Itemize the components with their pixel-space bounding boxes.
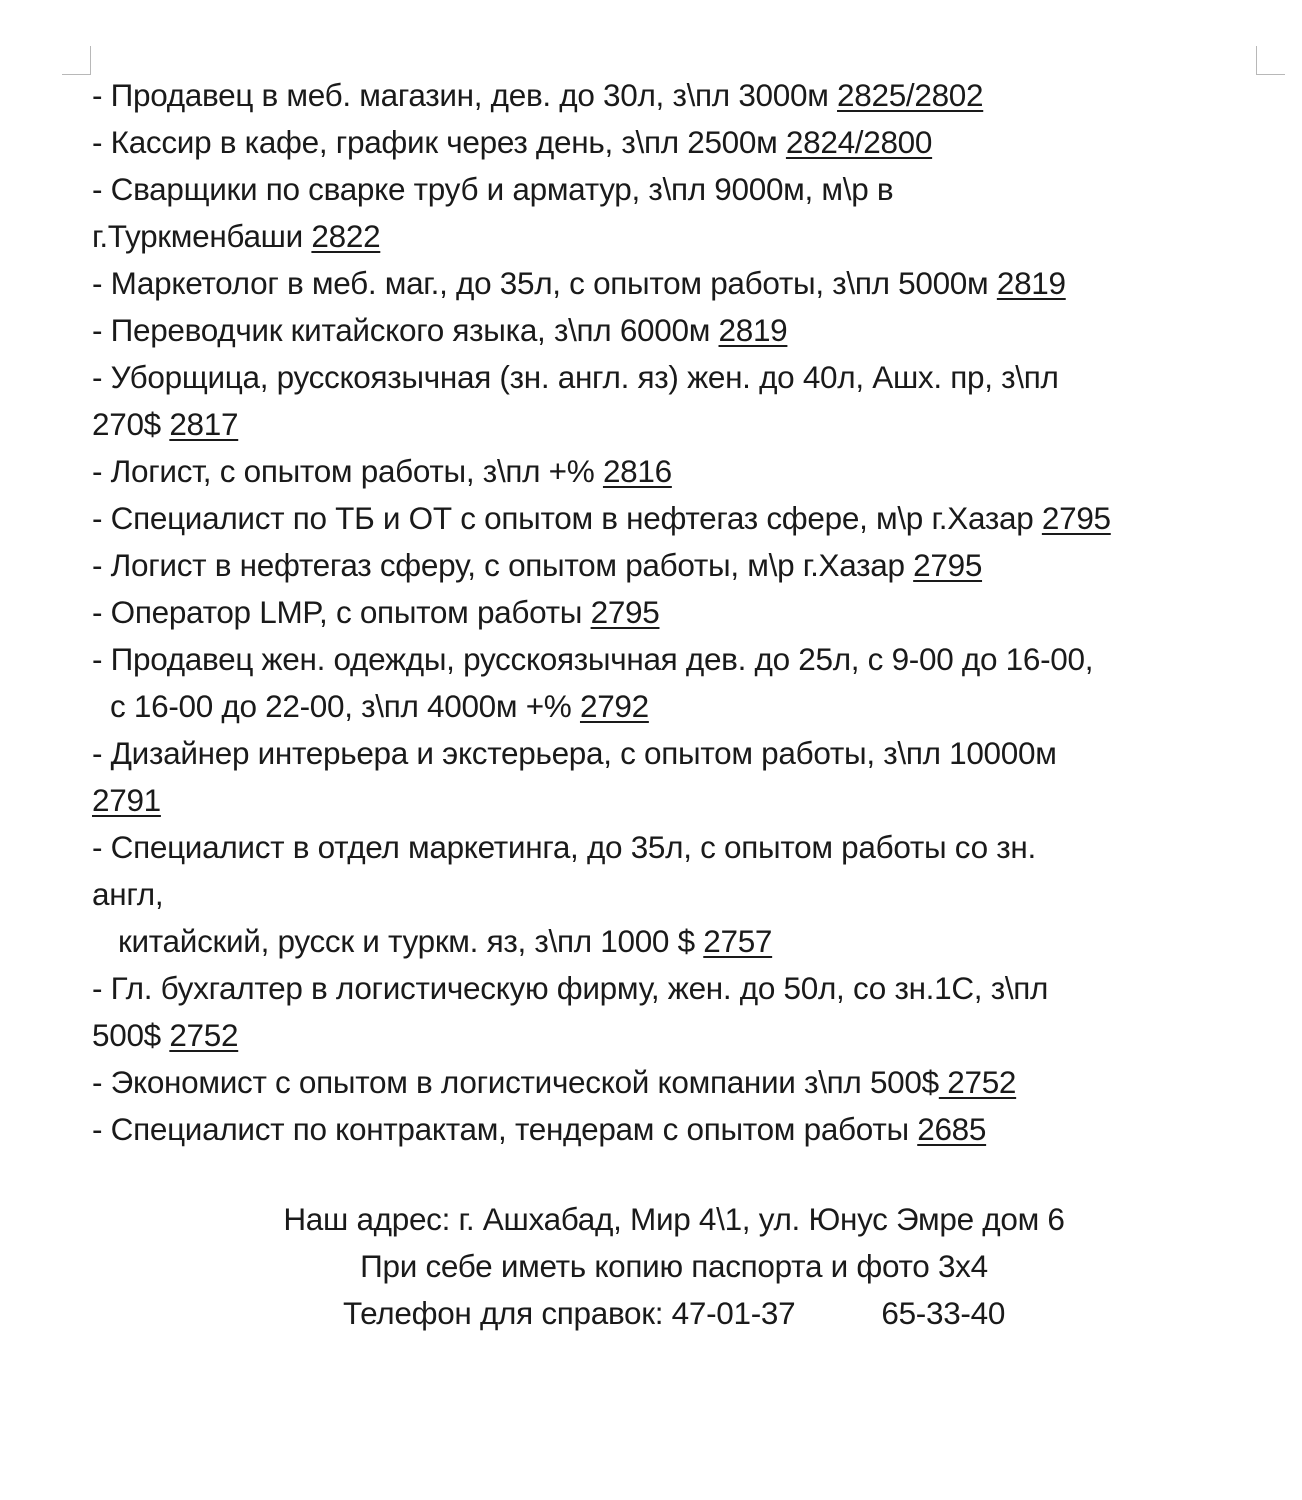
job-listing-ref: 2822 [311, 218, 381, 254]
job-listing-text: - Логист, с опытом работы, з\пл +% [92, 453, 603, 489]
job-listing-text-continued-2: китайский, русск и туркм. яз, з\пл 1000 $ [118, 923, 704, 959]
job-listing-ref: 2795 [913, 547, 983, 583]
address-line: Наш адрес: г. Ашхабад, Мир 4\1, ул. Юнус Эмре дом 6 [283, 1201, 1065, 1237]
job-listing [92, 307, 1267, 354]
phone-second: 65-33-40 [881, 1295, 1006, 1331]
job-listing-ref: 2824/2800 [785, 124, 933, 160]
job-listing [92, 448, 1267, 495]
job-listing [92, 1059, 1267, 1106]
job-listing-text: - Кассир в кафе, график через день, з\пл 2500м [92, 124, 786, 160]
documents-note: При себе иметь копию паспорта и фото 3х4 [360, 1248, 988, 1284]
job-listing [92, 260, 1267, 307]
job-listing [92, 495, 1267, 542]
job-listing [92, 72, 1267, 119]
contact-footer [92, 1196, 1256, 1337]
job-listing-text-continued: 270$ [92, 406, 170, 442]
job-listing [92, 1106, 1267, 1153]
job-listing-text: - Логист в нефтегаз сферу, с опытом работы, м\р г.Хазар [92, 547, 914, 583]
job-listing-ref: 2757 [703, 923, 773, 959]
job-listing-text: - Специалист в отдел маркетинга, до 35л, с опытом работы со зн. [92, 829, 1036, 865]
job-listing-ref: 2752 [169, 1017, 239, 1053]
job-listing-ref: 2795 [590, 594, 660, 630]
job-listing-ref: 2819 [996, 265, 1066, 301]
job-listing-ref: 2816 [602, 453, 672, 489]
job-listing-text-continued: г.Туркменбаши [92, 218, 312, 254]
phone-label: Телефон для справок: 47-01-37 [342, 1295, 796, 1331]
job-listing-text: - Сварщики по сварке труб и арматур, з\пл 9000м, м\р в [92, 171, 894, 207]
job-listing-text: - Маркетолог в меб. маг., до 35л, с опытом работы, з\пл 5000м [92, 265, 997, 301]
job-listing-text: - Специалист по ТБ и ОТ с опытом в нефтегаз сфере, м\р г.Хазар [92, 500, 1042, 536]
job-listing [92, 824, 1267, 965]
job-listing-text: - Уборщица, русскоязычная (зн. англ. яз) жен. до 40л, Ашх. пр, з\пл [92, 359, 1059, 395]
job-listing [92, 730, 1267, 824]
job-listing-text: - Продавец в меб. магазин, дев. до 30л, з\пл 3000м [92, 77, 838, 113]
job-listing-text-continued: англ, [92, 876, 164, 912]
job-listing-ref: 2791 [92, 782, 161, 818]
job-listing-ref: 2685 [917, 1111, 987, 1147]
job-listing-text: - Продавец жен. одежды, русскоязычная дев. до 25л, с 9-00 до 16-00, [92, 641, 1094, 677]
job-listing-text: - Специалист по контрактам, тендерам с опытом работы [92, 1111, 918, 1147]
job-listing-text: - Гл. бухгалтер в логистическую фирму, жен. до 50л, со зн.1С, з\пл [92, 970, 1049, 1006]
job-listing-text: - Экономист с опытом в логистической компании з\пл 500$ [92, 1064, 939, 1100]
job-listing-text-continued: с 16-00 до 22-00, з\пл 4000м +% [110, 688, 580, 724]
job-listing-ref: 2825/2802 [837, 77, 984, 113]
job-listing-ref: 2752 [938, 1064, 1017, 1100]
page-margin-marker-top-left [62, 46, 91, 75]
job-listing-text: - Оператор LMP, с опытом работы [92, 594, 591, 630]
job-listing [92, 354, 1267, 448]
job-listing-text: - Переводчик китайского языка, з\пл 6000м [92, 312, 719, 348]
job-listing-ref: 2819 [718, 312, 788, 348]
job-listing-text: - Дизайнер интерьера и экстерьера, с опытом работы, з\пл 10000м [92, 735, 1057, 771]
job-listing [92, 166, 1267, 260]
job-listing [92, 589, 1267, 636]
phone-line [92, 1290, 1256, 1337]
job-listing-ref: 2792 [579, 688, 649, 724]
job-listing [92, 636, 1267, 730]
job-listing-text-continued: 500$ [92, 1017, 170, 1053]
job-listing-ref: 2795 [1041, 500, 1111, 536]
job-listing [92, 119, 1267, 166]
job-listing [92, 542, 1267, 589]
job-listings [92, 72, 1267, 1153]
job-listing-ref: 2817 [169, 406, 239, 442]
job-listing [92, 965, 1267, 1059]
page-margin-marker-top-right [1256, 46, 1285, 75]
